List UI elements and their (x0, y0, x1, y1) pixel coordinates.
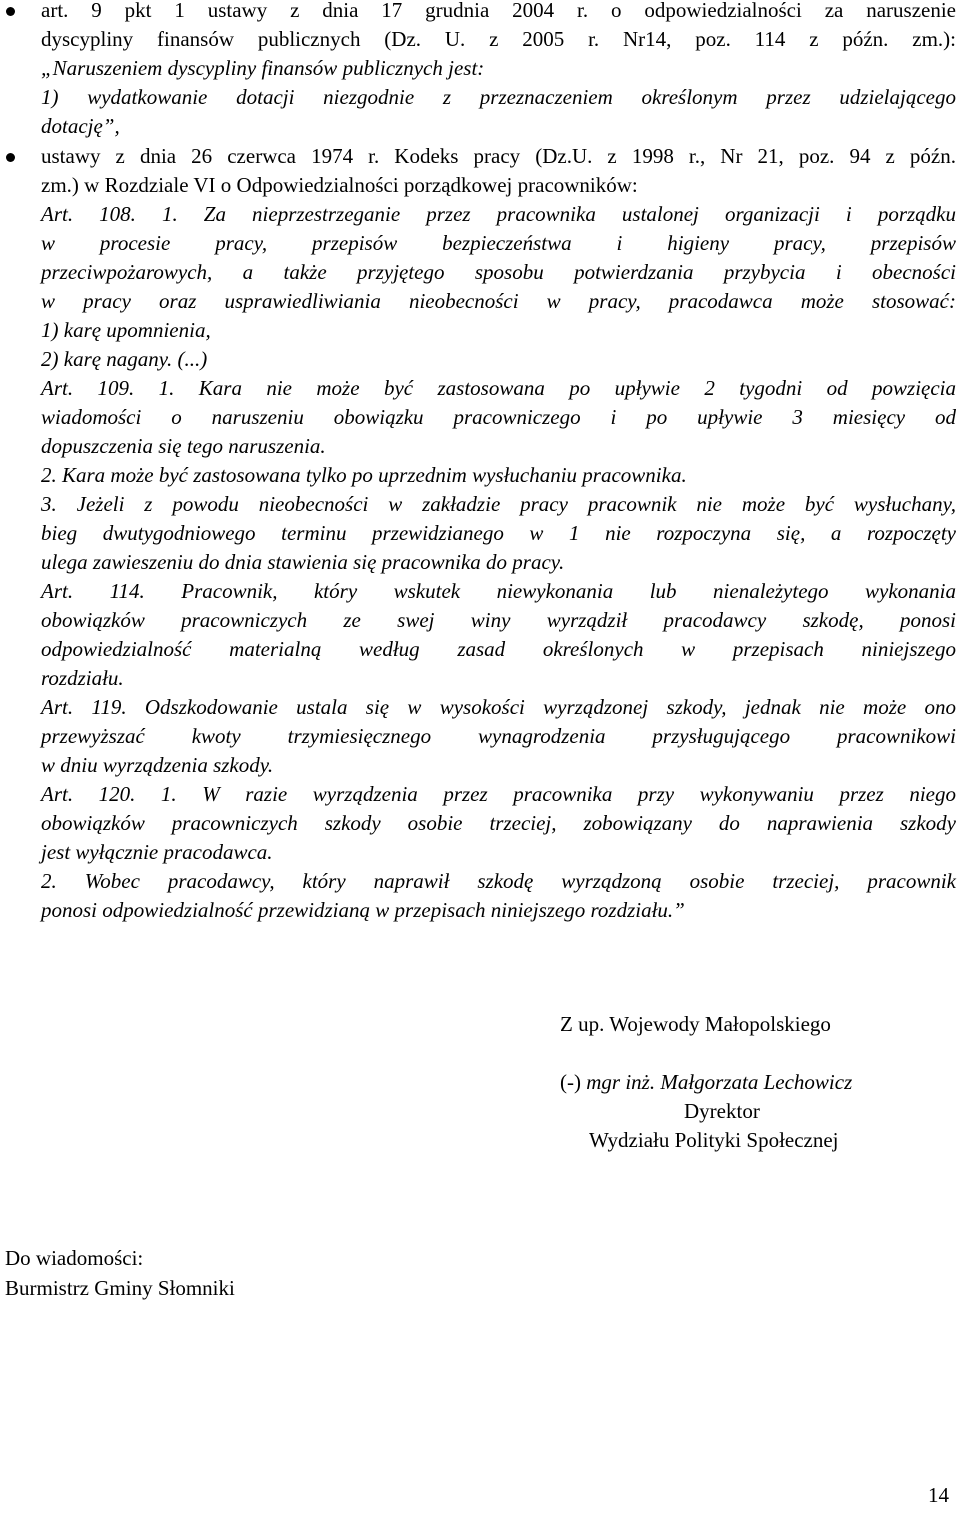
bullet-icon (6, 153, 15, 162)
text-line: zm.) w Rozdziale VI o Odpowiedzialności porządkowej pracowników: (41, 173, 638, 197)
article-line: przewyższać kwoty trzymiesięcznego wynagrodzenia przysługującego pracownikowi (41, 724, 956, 748)
list-line: 1) karę upomnienia, (41, 318, 211, 342)
article-line: Art. 109. 1. Kara nie może być zastosowana po upływie 2 tygodni od powzięcia (41, 376, 956, 400)
signer-name: mgr inż. Małgorzata Lechowicz (586, 1070, 853, 1094)
article-line: obowiązków pracowniczych ze swej winy wyrządził pracodawcy szkodę, ponosi (41, 608, 956, 632)
article-line: jest wyłącznie pracodawca. (41, 840, 273, 864)
quote-line: „Naruszeniem dyscypliny finansów publicznych jest: (41, 56, 485, 80)
signature-prefix: (-) (560, 1070, 587, 1094)
distribution-recipient: Burmistrz Gminy Słomniki (5, 1276, 235, 1300)
signer-title: Dyrektor (684, 1099, 760, 1123)
article-line: 2. Wobec pracodawcy, który naprawił szkodę wyrządzoną osobie trzeciej, pracownik (41, 869, 956, 893)
distribution-label: Do wiadomości: (5, 1246, 144, 1270)
page-number: 14 (928, 1483, 949, 1507)
text-line: art. 9 pkt 1 ustawy z dnia 17 grudnia 2004 r. o odpowiedzialności za naruszenie (41, 0, 956, 22)
article-line: Art. 108. 1. Za nieprzestrzeganie przez pracownika ustalonej organizacji i porządku (41, 202, 956, 226)
article-line: bieg dwutygodniowego terminu przewidzianego w 1 nie rozpoczyna się, a rozpoczęty (41, 521, 956, 545)
article-line: w procesie pracy, przepisów bezpieczeństwa i higieny pracy, przepisów (41, 231, 956, 255)
article-line: 2. Kara może być zastosowana tylko po uprzednim wysłuchaniu pracownika. (41, 463, 687, 487)
signature-authority: Z up. Wojewody Małopolskiego (560, 1012, 831, 1036)
quote-line: 1) wydatkowanie dotacji niezgodnie z przeznaczeniem określonym przez udzielającego (41, 85, 956, 109)
article-line: obowiązków pracowniczych szkody osobie trzeciej, zobowiązany do naprawienia szkody (41, 811, 956, 835)
signature-signer (560, 1068, 950, 1097)
article-line: rozdziału. (41, 666, 124, 690)
article-line: wiadomości o naruszeniu obowiązku pracowniczego i po upływie 3 miesięcy od (41, 405, 956, 429)
quote-line: dotację”, (41, 114, 120, 138)
text-line: ustawy z dnia 26 czerwca 1974 r. Kodeks pracy (Dz.U. z 1998 r., Nr 21, poz. 94 z późn. (41, 144, 956, 168)
signer-department: Wydziału Polityki Społecznej (589, 1128, 839, 1152)
article-line: w dniu wyrządzenia szkody. (41, 753, 274, 777)
article-line: ulega zawieszeniu do dnia stawienia się pracownika do pracy. (41, 550, 565, 574)
bullet-item-1 (41, 0, 956, 141)
article-line: Art. 119. Odszkodowanie ustala się w wysokości wyrządzonej szkody, jednak nie może ono (41, 695, 956, 719)
article-line: w pracy oraz usprawiedliwiania nieobecności w pracy, pracodawca może stosować: (41, 289, 956, 313)
article-line: Art. 120. 1. W razie wyrządzenia przez pracownika przy wykonywaniu przez niego (41, 782, 956, 806)
text-line: dyscypliny finansów publicznych (Dz. U. z 2005 r. Nr14, poz. 114 z późn. zm.): (41, 27, 956, 51)
bullet-item-2 (41, 142, 956, 925)
article-line: ponosi odpowiedzialność przewidzianą w przepisach niniejszego rozdziału.” (41, 898, 685, 922)
article-line: dopuszczenia się tego naruszenia. (41, 434, 326, 458)
article-line: 3. Jeżeli z powodu nieobecności w zakładzie pracy pracownik nie może być wysłuchany, (41, 492, 956, 516)
article-line: Art. 114. Pracownik, który wskutek niewykonania lub nienależytego wykonania (41, 579, 956, 603)
list-line: 2) karę nagany. (...) (41, 347, 208, 371)
distribution-notice (5, 1243, 235, 1303)
bullet-icon (6, 7, 15, 16)
signature-block (560, 1010, 950, 1155)
article-line: przeciwpożarowych, a także przyjętego sposobu potwierdzania przybycia i obecności (41, 260, 956, 284)
article-line: odpowiedzialność materialną według zasad określonych w przepisach niniejszego (41, 637, 956, 661)
